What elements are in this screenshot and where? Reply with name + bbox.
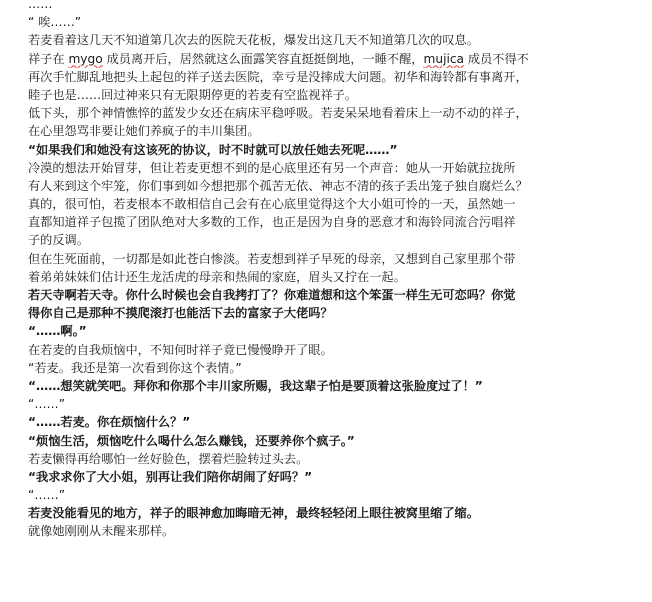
- text-line: 若麦看着这几天不知道第几次去的医院天花板，爆发出这几天不知道第几次的叹息。: [28, 33, 479, 48]
- text-line: ……: [28, 0, 53, 11]
- text-line: 祥子在 mygo 成员离开后，居然就这么面露笑容直挺挺倒地，一睡不醒，mujica 成员不得不: [28, 51, 529, 66]
- text-line: 若麦懒得再给哪怕一丝好脸色，摆着烂脸转过头去。: [28, 451, 309, 466]
- text-line: 若天寺啊若天寺。你什么时候也会自我拷打了？你难道想和这个笨蛋一样生无可恋吗？你觉: [28, 288, 516, 302]
- text-line: “……想笑就笑吧。拜你和你那个丰川家所赐，我这辈子怕是要顶着这张脸度过了！”: [28, 378, 483, 393]
- text-line: 在心里怨骂非要让她们养疯子的丰川集团。: [28, 124, 260, 139]
- text-line: [28, 559, 644, 577]
- text-line: “我求求你了大小姐，别再让我们陪你胡闹了好吗？”: [28, 469, 313, 484]
- text-line: “……”: [28, 397, 66, 412]
- text-line: 在若麦的自我烦恼中，不知何时祥子竟已慢慢睁开了眼。: [28, 342, 333, 357]
- text-line: “若麦。我还是第一次看到你这个表情。”: [28, 360, 242, 375]
- text-line: 着弟弟妹妹们估计还生龙活虎的母亲和热闹的家庭，眉头又拧在一起。: [28, 269, 406, 284]
- text-line: 再次手忙脚乱地把头上起包的祥子送去医院，幸亏是没摔成大问题。初华和海铃都有事离开，: [28, 69, 528, 84]
- text-line: 睦子也是……回过神来只有无限期停更的若麦有空监视祥子。: [28, 87, 358, 102]
- text-line: “……”: [28, 488, 66, 503]
- spellcheck-word: mygo: [68, 51, 103, 66]
- text-line: 若麦没能看见的地方，祥子的眼神愈加晦暗无神，最终轻轻闭上眼往被窝里缩了缩。: [28, 506, 479, 521]
- text-line: 直都知道祥子包揽了团队绝对大多数的工作，也正是因为自身的恶意才和海铃同流合污唱祥: [28, 215, 516, 230]
- text-line: 真的，很可怕，若麦根本不敢相信自己会有在心底里觉得这个大小姐可怜的一天，虽然她一: [28, 197, 516, 212]
- text-line: 得你自己是那种不摸爬滚打也能活下去的富家子大佬吗？: [28, 306, 333, 321]
- text-line: 低下头，那个神情憔悴的蓝发少女还在病床平稳呼吸。若麦呆呆地看着床上一动不动的祥子，: [28, 106, 528, 121]
- text-line: “ 唉……”: [28, 15, 82, 30]
- text-line: 有人来到这个牢笼，你们事到如今想把那个孤苦无依、神志不清的孩子丢出笼子独自腐烂么？: [28, 178, 528, 193]
- spellcheck-word: mujica: [423, 51, 465, 66]
- text-line: 就像她刚刚从未醒来那样。: [28, 524, 175, 539]
- text-line: “烦恼生活，烦恼吃什么喝什么怎么赚钱，还要养你个疯子。”: [28, 433, 355, 448]
- text-line: “……啊。”: [28, 324, 87, 339]
- text-line: 但在生死面前，一切都是如此苍白惨淡。若麦想到祥子早死的母亲，又想到自己家里那个带: [28, 251, 516, 266]
- text-line: 子的反调。: [28, 233, 89, 248]
- text-line: 冷漠的想法开始冒芽，但让若麦更想不到的是心底里还有另一个声音：她从一开始就拉拢所: [28, 160, 516, 175]
- text-line: “……若麦。你在烦恼什么？”: [28, 415, 191, 430]
- text-line: [28, 541, 644, 559]
- text-line: “如果我们和她没有这该死的协议，时不时就可以放任她去死呢……”: [28, 142, 398, 157]
